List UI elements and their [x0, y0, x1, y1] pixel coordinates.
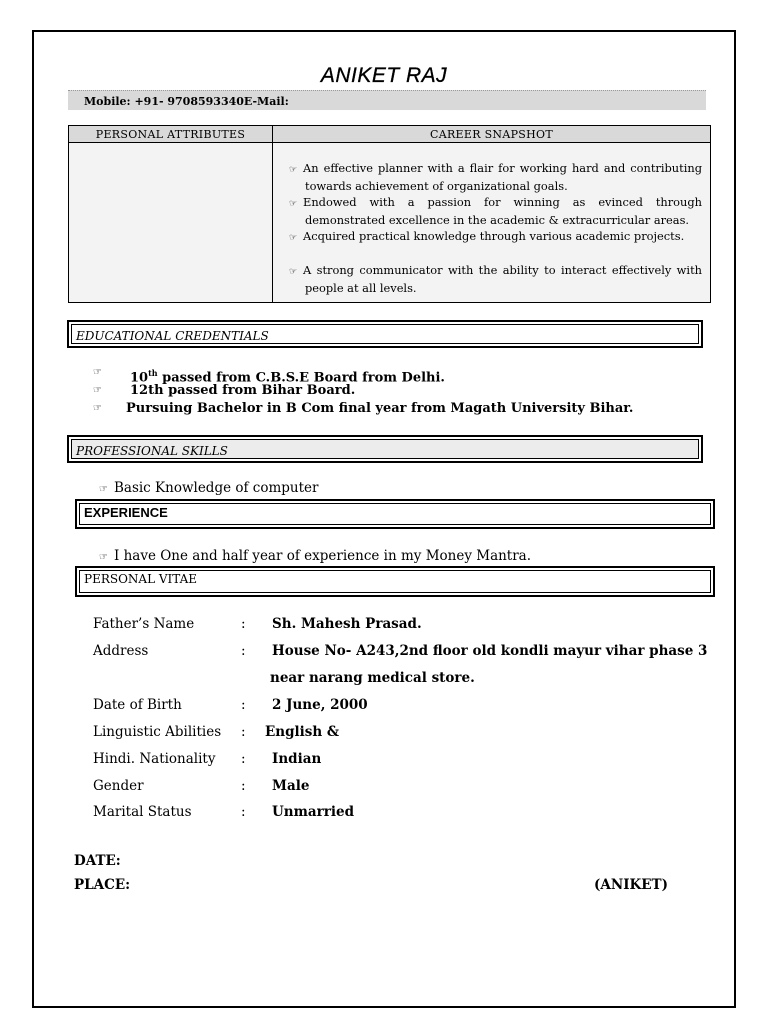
date-label: DATE: — [74, 853, 121, 869]
skills-heading: PROFESSIONAL SKILLS — [71, 439, 699, 459]
hand-pointer-bullet-icon: ☞ — [93, 367, 102, 378]
career-snapshot-cell — [273, 143, 711, 303]
vitae-row-marital: Marital Status : Unmarried — [93, 804, 355, 820]
personal-attributes-cell — [69, 143, 273, 303]
list-item: ☞ Endowed with a passion for winning as evinced through demonstrated excellence in the academic & extracurricular areas. — [289, 195, 702, 227]
hand-pointer-bullet-icon: ☞ — [99, 552, 108, 563]
vitae-row-nationality: Hindi. Nationality : Indian — [93, 751, 322, 767]
vitae-heading: PERSONAL VITAE — [79, 570, 711, 593]
signature: (ANIKET) — [594, 877, 668, 893]
career-snapshot-heading: CAREER SNAPSHOT — [273, 126, 711, 143]
resume-name: ANIKET RAJ — [320, 64, 448, 87]
place-label: PLACE: — [74, 877, 131, 893]
list-item: ☞ 12th passed from Bihar Board. — [93, 383, 356, 398]
list-item: ☞ A strong communicator with the ability to interact effectively with people at all levels. — [289, 263, 702, 295]
education-list — [93, 364, 713, 418]
vitae-row-linguistic: Linguistic Abilities : English & — [93, 724, 340, 740]
hand-pointer-bullet-icon: ☞ — [99, 484, 108, 495]
personal-attributes-heading: PERSONAL ATTRIBUTES — [69, 126, 273, 143]
career-snapshot-list — [273, 143, 710, 296]
vitae-row-address-cont: near narang medical store. — [270, 670, 475, 686]
contact-bar: Mobile: +91- 9708593340E-Mail: — [68, 90, 706, 110]
hand-pointer-bullet-icon: ☞ — [289, 267, 298, 277]
hand-pointer-bullet-icon: ☞ — [289, 199, 298, 209]
experience-heading: EXPERIENCE — [79, 503, 711, 525]
education-heading: EDUCATIONAL CREDENTIALS — [71, 324, 699, 344]
education-heading-box — [67, 320, 703, 348]
skills-item: ☞ Basic Knowledge of computer — [99, 480, 319, 496]
list-item: ☞ An effective planner with a flair for working hard and contributing towards achievement of organizational goals. — [289, 161, 702, 193]
skills-heading-box — [67, 435, 703, 463]
hand-pointer-bullet-icon: ☞ — [93, 403, 102, 414]
vitae-row-gender: Gender : Male — [93, 778, 310, 794]
vitae-row-fathers-name: Father’s Name : Sh. Mahesh Prasad. — [93, 616, 422, 632]
list-item: ☞ Acquired practical knowledge through various academic projects. — [281, 228, 702, 246]
hand-pointer-bullet-icon: ☞ — [289, 233, 298, 243]
vitae-row-address: Address : House No- A243,2nd floor old kondli mayur vihar phase 3 — [93, 643, 708, 659]
hand-pointer-bullet-icon: ☞ — [93, 385, 102, 396]
vitae-heading-box — [75, 566, 715, 597]
list-item: ☞ 10th passed from C.B.S.E Board from Delhi. — [93, 364, 713, 382]
list-item: ☞ Pursuing Bachelor in B Com final year from Magath University Bihar. — [93, 401, 634, 416]
vitae-row-dob: Date of Birth : 2 June, 2000 — [93, 697, 368, 713]
experience-heading-box — [75, 499, 715, 529]
hand-pointer-bullet-icon: ☞ — [289, 165, 298, 175]
experience-item: ☞ I have One and half year of experience in my Money Mantra. — [99, 548, 532, 564]
snapshot-table — [68, 125, 711, 303]
